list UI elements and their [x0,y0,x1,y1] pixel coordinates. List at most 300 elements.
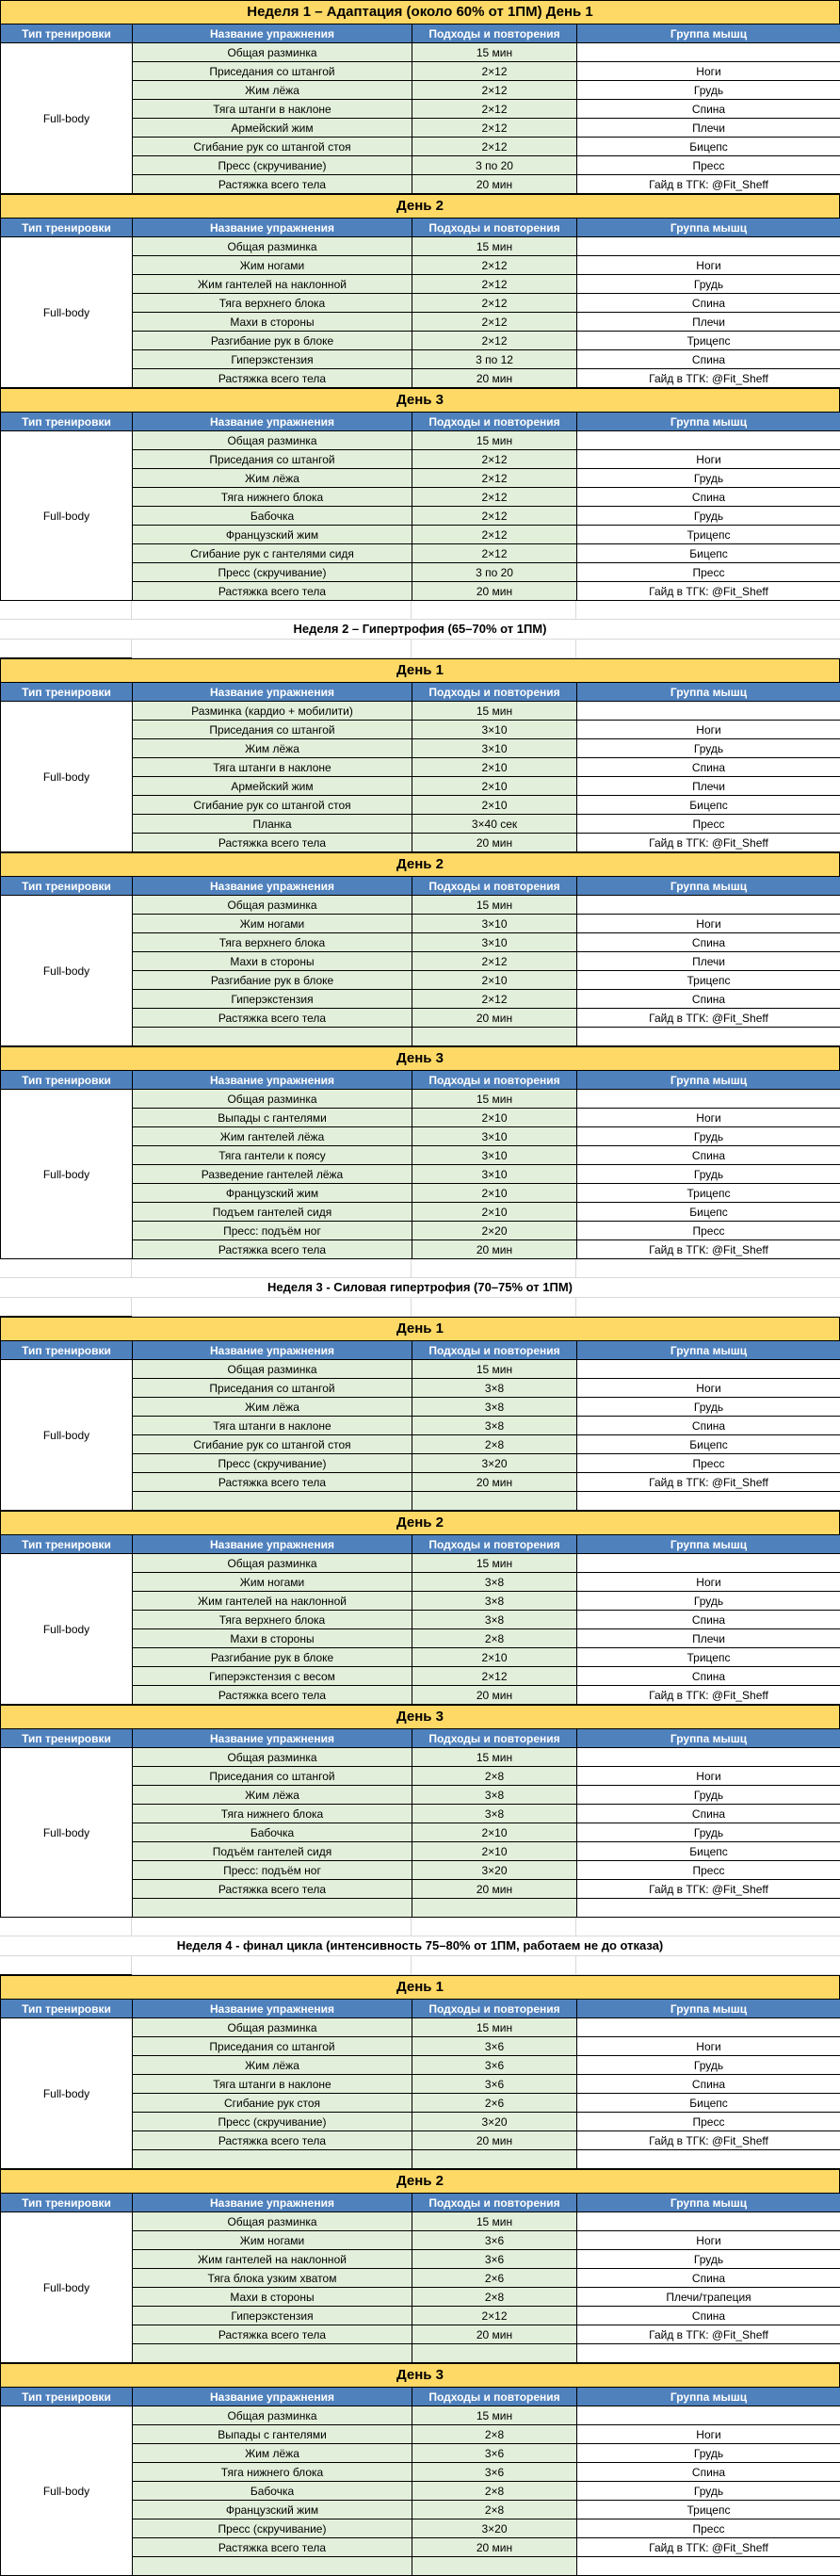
muscle-group-cell[interactable] [577,2557,840,2576]
exercise-name-cell[interactable]: Растяжка всего тела [133,1240,412,1259]
sets-reps-cell[interactable]: 2×12 [412,990,577,1009]
muscle-group-cell[interactable]: Спина [577,1417,840,1435]
exercise-name-cell[interactable]: Пресс (скручивание) [133,2519,412,2538]
muscle-group-cell[interactable]: Грудь [577,275,840,294]
muscle-group-cell[interactable]: Пресс [577,815,840,834]
exercise-name-cell[interactable]: Гиперэкстензия [133,2307,412,2325]
sets-reps-cell[interactable]: 3×20 [412,2113,577,2131]
exercise-name-cell[interactable]: Тяга верхнего блока [133,1611,412,1629]
sets-reps-cell[interactable]: 2×8 [412,2482,577,2501]
sets-reps-cell[interactable]: 2×6 [412,2269,577,2288]
exercise-name-cell[interactable]: Тяга верхнего блока [133,294,412,313]
exercise-name-cell[interactable]: Жим лёжа [133,1398,412,1417]
sets-reps-cell[interactable]: 3×8 [412,1379,577,1398]
blank-cell[interactable] [576,1956,840,1974]
blank-cell[interactable] [412,1298,576,1316]
sets-reps-cell[interactable]: 2×10 [412,971,577,990]
muscle-group-cell[interactable]: Спина [577,488,840,507]
sets-reps-cell[interactable]: 2×10 [412,1823,577,1842]
header-muscle-group[interactable]: Группа мышц [577,1341,840,1360]
exercise-name-cell[interactable]: Жим ногами [133,915,412,933]
workout-type-cell[interactable]: Full-body [1,1090,133,1259]
muscle-group-cell[interactable]: Гайд в ТГК: @Fit_Sheff [577,1240,840,1259]
sets-reps-cell[interactable]: 2×10 [412,777,577,796]
header-sets-reps[interactable]: Подходы и повторения [412,219,577,237]
muscle-group-cell[interactable] [577,896,840,915]
sets-reps-cell[interactable]: 3×8 [412,1573,577,1592]
sets-reps-cell[interactable]: 2×12 [412,256,577,275]
sets-reps-cell[interactable]: 15 мин [412,2406,577,2425]
blank-cell[interactable] [132,1918,412,1936]
exercise-name-cell[interactable]: Общая разминка [133,1360,412,1379]
muscle-group-cell[interactable]: Гайд в ТГК: @Fit_Sheff [577,2325,840,2344]
muscle-group-cell[interactable]: Спина [577,1667,840,1686]
exercise-name-cell[interactable]: Жим гантелей на наклонной [133,2250,412,2269]
exercise-name-cell[interactable]: Пресс (скручивание) [133,563,412,582]
workout-type-cell[interactable]: Full-body [1,237,133,388]
exercise-name-cell[interactable]: Жим лёжа [133,1786,412,1805]
sets-reps-cell[interactable]: 2×12 [412,275,577,294]
sets-reps-cell[interactable]: 3×10 [412,915,577,933]
exercise-name-cell[interactable]: Разгибание рук в блоке [133,332,412,350]
header-exercise-name[interactable]: Название упражнения [133,24,412,43]
exercise-name-cell[interactable]: Планка [133,815,412,834]
muscle-group-cell[interactable]: Ноги [577,1109,840,1127]
muscle-group-cell[interactable]: Ноги [577,256,840,275]
muscle-group-cell[interactable]: Гайд в ТГК: @Fit_Sheff [577,1880,840,1899]
exercise-name-cell[interactable]: Растяжка всего тела [133,1686,412,1705]
exercise-name-cell[interactable]: Растяжка всего тела [133,2325,412,2344]
exercise-name-cell[interactable]: Жим гантелей на наклонной [133,1592,412,1611]
header-workout-type[interactable]: Тип тренировки [1,2194,133,2212]
exercise-name-cell[interactable]: Армейский жим [133,119,412,138]
exercise-name-cell[interactable]: Гиперэкстензия [133,990,412,1009]
sets-reps-cell[interactable]: 2×12 [412,526,577,544]
muscle-group-cell[interactable]: Ноги [577,721,840,739]
muscle-group-cell[interactable]: Бицепс [577,2094,840,2113]
sets-reps-cell[interactable]: 2×12 [412,952,577,971]
muscle-group-cell[interactable]: Спина [577,1146,840,1165]
exercise-name-cell[interactable]: Растяжка всего тела [133,582,412,601]
exercise-name-cell[interactable]: Тяга гантели к поясу [133,1146,412,1165]
exercise-name-cell[interactable]: Приседания со штангой [133,450,412,469]
sets-reps-cell[interactable]: 2×12 [412,62,577,81]
muscle-group-cell[interactable]: Ноги [577,1767,840,1786]
sets-reps-cell[interactable]: 15 мин [412,43,577,62]
sets-reps-cell[interactable]: 3×20 [412,1454,577,1473]
exercise-name-cell[interactable]: Жим лёжа [133,739,412,758]
muscle-group-cell[interactable]: Ноги [577,62,840,81]
exercise-name-cell[interactable]: Махи в стороны [133,1629,412,1648]
header-exercise-name[interactable]: Название упражнения [133,2194,412,2212]
workout-type-cell[interactable]: Full-body [1,2406,133,2576]
sets-reps-cell[interactable]: 3×6 [412,2037,577,2056]
blank-cell[interactable] [132,601,412,619]
header-sets-reps[interactable]: Подходы и повторения [412,877,577,896]
header-muscle-group[interactable]: Группа мышц [577,2388,840,2406]
sets-reps-cell[interactable]: 2×10 [412,1203,577,1222]
workout-type-cell[interactable]: Full-body [1,2018,133,2169]
sets-reps-cell[interactable]: 2×12 [412,488,577,507]
sets-reps-cell[interactable]: 20 мин [412,834,577,852]
muscle-group-cell[interactable]: Гайд в ТГК: @Fit_Sheff [577,582,840,601]
sets-reps-cell[interactable]: 20 мин [412,1880,577,1899]
muscle-group-cell[interactable] [577,1554,840,1573]
sets-reps-cell[interactable] [412,1028,577,1046]
muscle-group-cell[interactable]: Ноги [577,1379,840,1398]
muscle-group-cell[interactable]: Гайд в ТГК: @Fit_Sheff [577,1009,840,1028]
workout-type-cell[interactable]: Full-body [1,2212,133,2363]
sets-reps-cell[interactable]: 20 мин [412,2131,577,2150]
muscle-group-cell[interactable]: Ноги [577,450,840,469]
exercise-name-cell[interactable]: Бабочка [133,507,412,526]
sets-reps-cell[interactable]: 15 мин [412,237,577,256]
workout-type-cell[interactable]: Full-body [1,1360,133,1511]
muscle-group-cell[interactable]: Пресс [577,1454,840,1473]
muscle-group-cell[interactable]: Плечи [577,777,840,796]
exercise-name-cell[interactable]: Пресс (скручивание) [133,156,412,175]
muscle-group-cell[interactable]: Спина [577,1805,840,1823]
header-exercise-name[interactable]: Название упражнения [133,219,412,237]
exercise-name-cell[interactable]: Общая разминка [133,896,412,915]
exercise-name-cell[interactable]: Растяжка всего тела [133,1473,412,1492]
muscle-group-cell[interactable]: Грудь [577,2482,840,2501]
blank-cell[interactable] [0,1298,132,1316]
muscle-group-cell[interactable]: Пресс [577,1222,840,1240]
exercise-name-cell[interactable]: Французский жим [133,1184,412,1203]
header-workout-type[interactable]: Тип тренировки [1,683,133,702]
exercise-name-cell[interactable]: Сгибание рук стоя [133,2094,412,2113]
sets-reps-cell[interactable]: 20 мин [412,1473,577,1492]
exercise-name-cell[interactable]: Тяга штанги в наклоне [133,758,412,777]
exercise-name-cell[interactable]: Жим лёжа [133,2056,412,2075]
blank-cell[interactable] [412,1259,576,1277]
muscle-group-cell[interactable] [577,1748,840,1767]
exercise-name-cell[interactable]: Растяжка всего тела [133,369,412,388]
exercise-name-cell[interactable]: Жим ногами [133,1573,412,1592]
header-exercise-name[interactable]: Название упражнения [133,413,412,431]
muscle-group-cell[interactable]: Пресс [577,563,840,582]
muscle-group-cell[interactable] [577,43,840,62]
sets-reps-cell[interactable]: 2×12 [412,100,577,119]
header-exercise-name[interactable]: Название упражнения [133,2388,412,2406]
exercise-name-cell[interactable]: Растяжка всего тела [133,1009,412,1028]
sets-reps-cell[interactable]: 3×8 [412,1417,577,1435]
sets-reps-cell[interactable]: 2×8 [412,2501,577,2519]
header-muscle-group[interactable]: Группа мышц [577,1071,840,1090]
exercise-name-cell[interactable]: Бабочка [133,1823,412,1842]
sets-reps-cell[interactable]: 3×10 [412,1127,577,1146]
muscle-group-cell[interactable]: Спина [577,1611,840,1629]
exercise-name-cell[interactable]: Подъем гантелей сидя [133,1203,412,1222]
header-muscle-group[interactable]: Группа мышц [577,877,840,896]
header-workout-type[interactable]: Тип тренировки [1,2388,133,2406]
muscle-group-cell[interactable]: Грудь [577,1165,840,1184]
muscle-group-cell[interactable]: Гайд в ТГК: @Fit_Sheff [577,2131,840,2150]
sets-reps-cell[interactable]: 15 мин [412,1090,577,1109]
sets-reps-cell[interactable]: 3×10 [412,721,577,739]
exercise-name-cell[interactable]: Общая разминка [133,431,412,450]
sets-reps-cell[interactable]: 15 мин [412,1554,577,1573]
sets-reps-cell[interactable]: 3×10 [412,1146,577,1165]
exercise-name-cell[interactable]: Подъём гантелей сидя [133,1842,412,1861]
muscle-group-cell[interactable]: Гайд в ТГК: @Fit_Sheff [577,175,840,194]
muscle-group-cell[interactable]: Гайд в ТГК: @Fit_Sheff [577,1686,840,1705]
sets-reps-cell[interactable] [412,1899,577,1918]
blank-cell[interactable] [0,1918,132,1936]
blank-cell[interactable] [576,601,840,619]
sets-reps-cell[interactable]: 20 мин [412,582,577,601]
sets-reps-cell[interactable]: 3×20 [412,1861,577,1880]
muscle-group-cell[interactable]: Ноги [577,1573,840,1592]
muscle-group-cell[interactable]: Спина [577,990,840,1009]
header-exercise-name[interactable]: Название упражнения [133,1729,412,1748]
muscle-group-cell[interactable] [577,1090,840,1109]
workout-type-cell[interactable]: Full-body [1,896,133,1046]
header-exercise-name[interactable]: Название упражнения [133,1341,412,1360]
exercise-name-cell[interactable]: Тяга нижнего блока [133,1805,412,1823]
muscle-group-cell[interactable]: Гайд в ТГК: @Fit_Sheff [577,1473,840,1492]
header-muscle-group[interactable]: Группа мышц [577,2000,840,2018]
exercise-name-cell[interactable]: Общая разминка [133,2212,412,2231]
sets-reps-cell[interactable] [412,1492,577,1511]
header-sets-reps[interactable]: Подходы и повторения [412,1071,577,1090]
header-exercise-name[interactable]: Название упражнения [133,683,412,702]
header-exercise-name[interactable]: Название упражнения [133,2000,412,2018]
muscle-group-cell[interactable]: Грудь [577,2444,840,2463]
sets-reps-cell[interactable]: 2×10 [412,1842,577,1861]
exercise-name-cell[interactable]: Жим ногами [133,2231,412,2250]
exercise-name-cell[interactable]: Жим лёжа [133,2444,412,2463]
muscle-group-cell[interactable]: Трицепс [577,1184,840,1203]
blank-cell[interactable] [132,1259,412,1277]
sets-reps-cell[interactable]: 3×8 [412,1611,577,1629]
muscle-group-cell[interactable]: Гайд в ТГК: @Fit_Sheff [577,369,840,388]
sets-reps-cell[interactable]: 2×10 [412,1648,577,1667]
sets-reps-cell[interactable]: 3×6 [412,2056,577,2075]
exercise-name-cell[interactable]: Общая разминка [133,1748,412,1767]
muscle-group-cell[interactable]: Трицепс [577,332,840,350]
sets-reps-cell[interactable]: 3×8 [412,1805,577,1823]
muscle-group-cell[interactable] [577,2406,840,2425]
sets-reps-cell[interactable]: 3×8 [412,1592,577,1611]
exercise-name-cell[interactable]: Махи в стороны [133,952,412,971]
exercise-name-cell[interactable]: Тяга штанги в наклоне [133,1417,412,1435]
sets-reps-cell[interactable]: 2×8 [412,2288,577,2307]
muscle-group-cell[interactable]: Плечи [577,119,840,138]
exercise-name-cell[interactable]: Приседания со штангой [133,1379,412,1398]
muscle-group-cell[interactable] [577,431,840,450]
sets-reps-cell[interactable]: 2×10 [412,1109,577,1127]
workout-type-cell[interactable]: Full-body [1,431,133,601]
exercise-name-cell[interactable]: Общая разминка [133,1090,412,1109]
header-workout-type[interactable]: Тип тренировки [1,1729,133,1748]
exercise-name-cell[interactable]: Махи в стороны [133,2288,412,2307]
muscle-group-cell[interactable]: Бицепс [577,544,840,563]
header-workout-type[interactable]: Тип тренировки [1,2000,133,2018]
sets-reps-cell[interactable]: 2×12 [412,294,577,313]
sets-reps-cell[interactable]: 2×8 [412,1435,577,1454]
muscle-group-cell[interactable]: Грудь [577,739,840,758]
blank-cell[interactable] [132,640,412,657]
exercise-name-cell[interactable]: Общая разминка [133,2406,412,2425]
muscle-group-cell[interactable]: Бицепс [577,1842,840,1861]
muscle-group-cell[interactable]: Ноги [577,915,840,933]
exercise-name-cell[interactable]: Растяжка всего тела [133,2131,412,2150]
sets-reps-cell[interactable]: 3×40 сек [412,815,577,834]
sets-reps-cell[interactable] [412,2150,577,2169]
sets-reps-cell[interactable]: 2×12 [412,469,577,488]
header-workout-type[interactable]: Тип тренировки [1,1341,133,1360]
muscle-group-cell[interactable]: Спина [577,933,840,952]
exercise-name-cell[interactable]: Сгибание рук со штангой стоя [133,138,412,156]
sets-reps-cell[interactable]: 2×10 [412,796,577,815]
header-sets-reps[interactable]: Подходы и повторения [412,24,577,43]
muscle-group-cell[interactable]: Грудь [577,1398,840,1417]
exercise-name-cell[interactable]: Сгибание рук со штангой стоя [133,1435,412,1454]
muscle-group-cell[interactable]: Спина [577,294,840,313]
blank-cell[interactable] [0,1956,132,1974]
muscle-group-cell[interactable]: Бицепс [577,1435,840,1454]
exercise-name-cell[interactable] [133,2557,412,2576]
exercise-name-cell[interactable]: Тяга штанги в наклоне [133,2075,412,2094]
muscle-group-cell[interactable]: Бицепс [577,796,840,815]
sets-reps-cell[interactable]: 20 мин [412,2325,577,2344]
exercise-name-cell[interactable]: Гиперэкстензия [133,350,412,369]
muscle-group-cell[interactable]: Спина [577,350,840,369]
workout-type-cell[interactable]: Full-body [1,1748,133,1918]
header-sets-reps[interactable]: Подходы и повторения [412,1535,577,1554]
muscle-group-cell[interactable] [577,1028,840,1046]
muscle-group-cell[interactable]: Трицепс [577,2501,840,2519]
header-sets-reps[interactable]: Подходы и повторения [412,2000,577,2018]
muscle-group-cell[interactable]: Грудь [577,1592,840,1611]
sets-reps-cell[interactable]: 2×8 [412,1629,577,1648]
header-workout-type[interactable]: Тип тренировки [1,24,133,43]
sets-reps-cell[interactable]: 2×12 [412,119,577,138]
exercise-name-cell[interactable]: Разгибание рук в блоке [133,971,412,990]
exercise-name-cell[interactable]: Приседания со штангой [133,62,412,81]
muscle-group-cell[interactable]: Грудь [577,469,840,488]
header-sets-reps[interactable]: Подходы и повторения [412,683,577,702]
muscle-group-cell[interactable] [577,1360,840,1379]
sets-reps-cell[interactable]: 2×8 [412,2425,577,2444]
muscle-group-cell[interactable]: Спина [577,2463,840,2482]
sets-reps-cell[interactable]: 20 мин [412,1009,577,1028]
sets-reps-cell[interactable]: 2×12 [412,332,577,350]
sets-reps-cell[interactable]: 20 мин [412,2538,577,2557]
blank-cell[interactable] [0,640,132,657]
sets-reps-cell[interactable]: 3×10 [412,1165,577,1184]
muscle-group-cell[interactable] [577,2150,840,2169]
sets-reps-cell[interactable]: 2×12 [412,313,577,332]
sets-reps-cell[interactable]: 3×6 [412,2250,577,2269]
header-muscle-group[interactable]: Группа мышц [577,413,840,431]
exercise-name-cell[interactable]: Махи в стороны [133,313,412,332]
exercise-name-cell[interactable]: Пресс: подъём ног [133,1222,412,1240]
blank-cell[interactable] [412,601,576,619]
muscle-group-cell[interactable]: Бицепс [577,138,840,156]
header-exercise-name[interactable]: Название упражнения [133,877,412,896]
exercise-name-cell[interactable]: Приседания со штангой [133,1767,412,1786]
muscle-group-cell[interactable]: Ноги [577,2425,840,2444]
muscle-group-cell[interactable]: Бицепс [577,1203,840,1222]
header-workout-type[interactable]: Тип тренировки [1,1535,133,1554]
sets-reps-cell[interactable]: 15 мин [412,702,577,721]
sets-reps-cell[interactable]: 2×6 [412,2094,577,2113]
muscle-group-cell[interactable]: Ноги [577,2231,840,2250]
blank-cell[interactable] [412,640,576,657]
exercise-name-cell[interactable]: Выпады с гантелями [133,2425,412,2444]
muscle-group-cell[interactable]: Грудь [577,1127,840,1146]
muscle-group-cell[interactable]: Гайд в ТГК: @Fit_Sheff [577,834,840,852]
exercise-name-cell[interactable]: Растяжка всего тела [133,2538,412,2557]
muscle-group-cell[interactable]: Плечи/трапеция [577,2288,840,2307]
sets-reps-cell[interactable]: 3×8 [412,1786,577,1805]
exercise-name-cell[interactable]: Пресс: подъём ног [133,1861,412,1880]
exercise-name-cell[interactable]: Бабочка [133,2482,412,2501]
exercise-name-cell[interactable]: Пресс (скручивание) [133,1454,412,1473]
muscle-group-cell[interactable] [577,237,840,256]
sets-reps-cell[interactable]: 2×20 [412,1222,577,1240]
header-muscle-group[interactable]: Группа мышц [577,683,840,702]
sets-reps-cell[interactable]: 2×8 [412,1767,577,1786]
exercise-name-cell[interactable]: Жим ногами [133,256,412,275]
sets-reps-cell[interactable]: 2×10 [412,1184,577,1203]
muscle-group-cell[interactable]: Трицепс [577,971,840,990]
muscle-group-cell[interactable] [577,1492,840,1511]
sets-reps-cell[interactable]: 20 мин [412,1240,577,1259]
muscle-group-cell[interactable] [577,2018,840,2037]
sets-reps-cell[interactable]: 15 мин [412,1748,577,1767]
exercise-name-cell[interactable]: Жим лёжа [133,469,412,488]
muscle-group-cell[interactable]: Пресс [577,2519,840,2538]
muscle-group-cell[interactable]: Грудь [577,81,840,100]
muscle-group-cell[interactable]: Пресс [577,156,840,175]
sets-reps-cell[interactable] [412,2557,577,2576]
blank-cell[interactable] [576,1259,840,1277]
muscle-group-cell[interactable]: Пресс [577,2113,840,2131]
exercise-name-cell[interactable]: Растяжка всего тела [133,175,412,194]
sets-reps-cell[interactable]: 3×6 [412,2075,577,2094]
exercise-name-cell[interactable] [133,1899,412,1918]
exercise-name-cell[interactable]: Тяга нижнего блока [133,2463,412,2482]
exercise-name-cell[interactable] [133,2344,412,2363]
sets-reps-cell[interactable]: 2×10 [412,758,577,777]
blank-cell[interactable] [0,1259,132,1277]
header-sets-reps[interactable]: Подходы и повторения [412,2388,577,2406]
muscle-group-cell[interactable]: Ноги [577,2037,840,2056]
muscle-group-cell[interactable]: Грудь [577,2056,840,2075]
header-workout-type[interactable]: Тип тренировки [1,1071,133,1090]
sets-reps-cell[interactable]: 2×12 [412,2307,577,2325]
sets-reps-cell[interactable]: 3×6 [412,2463,577,2482]
exercise-name-cell[interactable]: Гиперэкстензия с весом [133,1667,412,1686]
exercise-name-cell[interactable]: Тяга блока узким хватом [133,2269,412,2288]
sets-reps-cell[interactable]: 20 мин [412,369,577,388]
muscle-group-cell[interactable]: Спина [577,2307,840,2325]
blank-cell[interactable] [0,601,132,619]
sets-reps-cell[interactable] [412,2344,577,2363]
workout-type-cell[interactable]: Full-body [1,702,133,852]
sets-reps-cell[interactable]: 2×12 [412,544,577,563]
sets-reps-cell[interactable]: 2×12 [412,450,577,469]
sets-reps-cell[interactable]: 2×12 [412,138,577,156]
exercise-name-cell[interactable]: Выпады с гантелями [133,1109,412,1127]
header-workout-type[interactable]: Тип тренировки [1,877,133,896]
workout-type-cell[interactable]: Full-body [1,43,133,194]
exercise-name-cell[interactable]: Разведение гантелей лёжа [133,1165,412,1184]
